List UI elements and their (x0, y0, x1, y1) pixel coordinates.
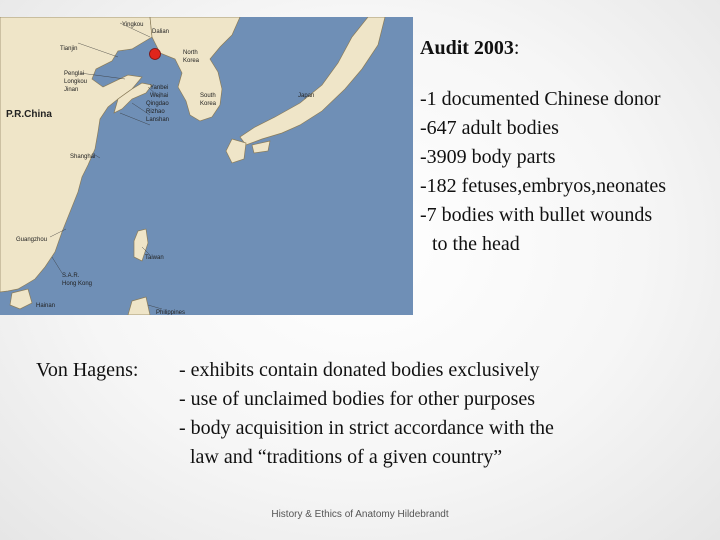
audit-line: -182 fetuses,embryos,neonates (420, 175, 667, 197)
map-label-dalian: Dalian (152, 29, 170, 35)
map-label-lianshan: Lanshan (146, 117, 170, 123)
map-label-rizhao: Rizhao (146, 109, 165, 115)
von-hagens-item: - exhibits contain donated bodies exclusively (179, 359, 540, 381)
map-label-qingdao: Qingdao (146, 101, 169, 107)
von-hagens-items (179, 356, 699, 472)
audit-line: -1 documented Chinese donor (420, 88, 661, 110)
map-label-weihai: Weihai (150, 93, 169, 99)
map-label-japan: Japan (298, 93, 315, 99)
map-label-philippines: Philippines (156, 310, 186, 315)
map-label-taiwan: Taiwan (145, 255, 164, 261)
map-label-prchina: P.R.China (6, 109, 52, 120)
map-label-hongkong-2: Hong Kong (62, 281, 93, 287)
audit-line: -647 adult bodies (420, 117, 559, 139)
east-asia-map (0, 17, 413, 315)
von-hagens-item: - body acquisition in strict accordance with the (179, 417, 554, 439)
map-label-penglai: Penglai (64, 71, 85, 77)
map-svg (0, 17, 413, 315)
map-label-longkou: Longkou (64, 79, 88, 85)
map-label-guangzhou: Guangzhou (16, 237, 48, 243)
map-label-south-korea-2: Korea (200, 101, 217, 107)
audit-title (420, 34, 718, 63)
map-label-jinan: Jinan (64, 87, 79, 93)
audit-line: to the head (432, 233, 520, 255)
map-label-hongkong-1: S.A.R. (62, 273, 80, 279)
map-label-yingkou: Yingkou (122, 22, 144, 28)
map-label-hainan: Hainan (36, 303, 56, 309)
audit-title-bold: Audit 2003 (420, 37, 514, 59)
map-label-yanbei: Yanbei (150, 85, 169, 91)
audit-line: -7 bodies with bullet wounds (420, 204, 653, 226)
von-hagens-label: Von Hagens: (36, 359, 139, 381)
slide-footer: History & Ethics of Anatomy Hildebrandt (271, 509, 449, 520)
map-label-tianjin: Tianjin (60, 46, 78, 52)
von-hagens-item: law and “traditions of a given country” (190, 446, 503, 468)
audit-section (420, 34, 718, 259)
map-label-north-korea-2: Korea (183, 58, 200, 64)
map-label-shanghai: Shanghai (70, 154, 96, 160)
von-hagens-item: - use of unclaimed bodies for other purposes (179, 388, 536, 410)
audit-title-colon: : (513, 37, 520, 59)
audit-line: -3909 body parts (420, 146, 556, 168)
map-label-south-korea-1: South (200, 93, 216, 99)
dalian-marker (150, 49, 161, 60)
map-label-north-korea-1: North (183, 50, 198, 56)
